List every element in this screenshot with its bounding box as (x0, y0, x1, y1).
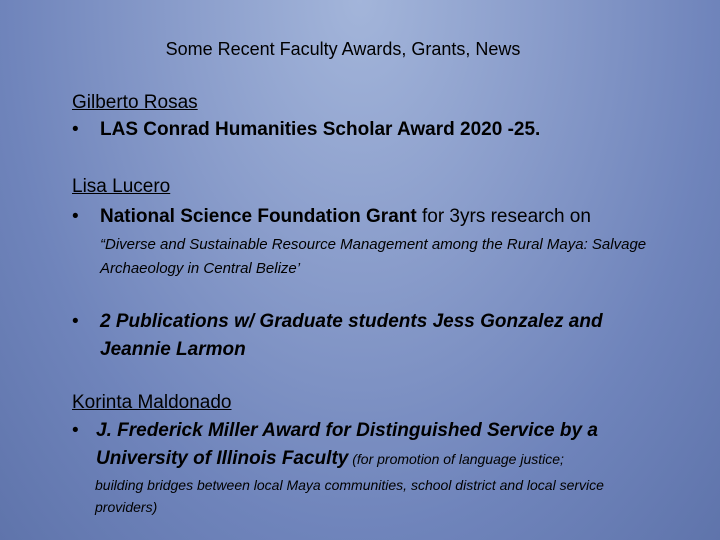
person-name-rosas: Gilberto Rosas (72, 92, 198, 113)
bullet-text: LAS Conrad Humanities Scholar Award 2020 -25. (100, 119, 541, 140)
person-name-maldonado: Korinta Maldonado (72, 392, 232, 413)
bullet-note-inline: (for promotion of language justice; (348, 451, 564, 467)
bullet-maldonado-award (72, 417, 672, 473)
slide-title: Some Recent Faculty Awards, Grants, News (165, 39, 521, 59)
award-note: building bridges between local Maya communities, school district and local service providers) (95, 477, 604, 515)
person-name-lucero: Lisa Lucero (72, 176, 171, 197)
bullet-plain-text: for 3yrs research on (416, 206, 591, 227)
bullet-dot: • (72, 311, 79, 332)
bullet-lucero-nsf (72, 203, 672, 231)
bullet-dot: • (72, 420, 79, 441)
bullet-bold-text: National Science Foundation Grant (100, 206, 417, 227)
bullet-dot: • (72, 119, 79, 140)
bullet-lucero-publications (72, 308, 672, 364)
bullet-dot: • (72, 206, 79, 227)
bullet-text: 2 Publications w/ Graduate students Jess Gonzalez and Jeannie Larmon (100, 311, 603, 360)
nsf-project-title: “Diverse and Sustainable Resource Management among the Rural Maya: Salvage Archaeology in Central Belize’ (100, 236, 647, 277)
bullet-text: J. Frederick Miller Award for Distinguished Service by a University of Illinois Faculty (96, 420, 598, 469)
bullet-rosas-award (72, 116, 672, 144)
